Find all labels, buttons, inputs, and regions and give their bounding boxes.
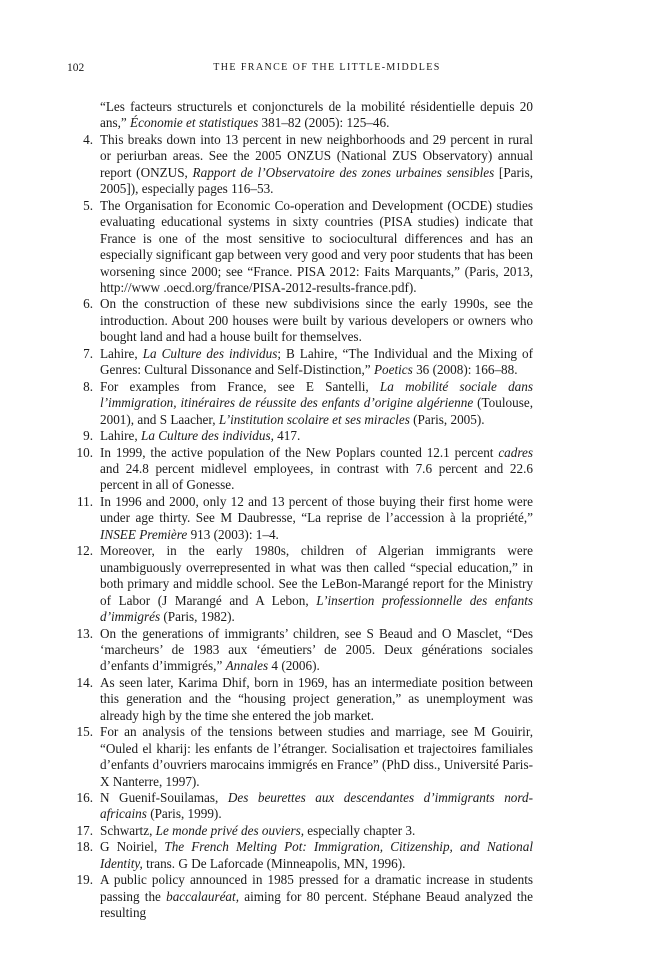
endnotes-list bbox=[67, 99, 533, 922]
endnote-number: 14. bbox=[76, 674, 93, 690]
endnote-number: 11. bbox=[77, 493, 93, 509]
endnote bbox=[67, 346, 533, 379]
endnote-number: 16. bbox=[76, 790, 93, 806]
endnote-number: 6. bbox=[83, 296, 93, 312]
endnote bbox=[67, 839, 533, 872]
endnote-number: 13. bbox=[76, 625, 93, 641]
endnote-text: Lahire, La Culture des individus; B Lahire, “The Individual and the Mixing of Genres: Cultural Dissonance and Self-Distinction,” Poetics 36 (2008): 166–88. bbox=[100, 345, 533, 378]
endnote-text: On the generations of immigrants’ children, see S Beaud and O Masclet, “Des ‘marcheurs’ de 1983 aux ‘émeutiers’ de 2005. Deux générations sociales d’enfants d’immigrés,” Annales 4 (2006). bbox=[100, 625, 533, 674]
endnote bbox=[67, 626, 533, 675]
endnote-number: 9. bbox=[83, 428, 93, 444]
endnote-number: 10. bbox=[76, 444, 93, 460]
endnote-number: 17. bbox=[76, 822, 93, 838]
running-title: THE FRANCE OF THE LITTLE-MIDDLES bbox=[213, 62, 441, 73]
endnote-number: 12. bbox=[76, 543, 93, 559]
endnote-number: 19. bbox=[76, 872, 93, 888]
endnote-number: 15. bbox=[76, 724, 93, 740]
endnote bbox=[67, 790, 533, 823]
endnote bbox=[67, 494, 533, 543]
endnote-text: Schwartz, Le monde privé des ouviers, especially chapter 3. bbox=[100, 822, 416, 838]
endnote bbox=[67, 296, 533, 345]
endnote-text: In 1996 and 2000, only 12 and 13 percent of those buying their first home were under age thirty. See M Daubresse, “La reprise de l’accession à la propriété,” INSEE Première 913 (2003): 1–4. bbox=[100, 493, 533, 542]
endnote bbox=[67, 823, 533, 839]
endnote-text: This breaks down into 13 percent in new neighborhoods and 29 percent in rural or periurban areas. See the 2005 ONZUS (National ZUS Observatory) annual report (ONZUS, Rapport de l’Observatoire des zones urbaines sensibles [Paris, 2005]), especially pages 116–53. bbox=[100, 131, 533, 197]
endnote-text: N Guenif-Souilamas, Des beurettes aux descendantes d’immigrants nord-africains (Paris, 1999). bbox=[100, 790, 534, 822]
endnote bbox=[67, 132, 533, 198]
endnote-text: Moreover, in the early 1980s, children of Algerian immigrants were unambiguously overrepresented in what was then called “special education,” in both primary and middle school. See the LeBon-Marangé report for the Ministry of Labor (J Marangé and A Lebon, L’insertion professionnelle des enfants d’immigrés (Paris, 1982). bbox=[100, 543, 533, 625]
endnote-text: G Noiriel, The French Melting Pot: Immigration, Citizenship, and National Identity, trans. G De Laforcade (Minneapolis, MN, 1996). bbox=[100, 839, 533, 871]
endnote bbox=[67, 428, 533, 444]
endnote-text: As seen later, Karima Dhif, born in 1969, has an intermediate position between this generation and the “housing project generation,” as unemployment was already high by the time she entered the job market. bbox=[100, 674, 533, 723]
endnote bbox=[67, 675, 533, 724]
endnote-number: 7. bbox=[83, 345, 93, 361]
endnote-number: 18. bbox=[76, 839, 93, 855]
endnote bbox=[67, 445, 533, 494]
endnote-text: On the construction of these new subdivisions since the early 1990s, see the introduction. About 200 houses were built by various developers or owners who bought land and had a house built for themselves. bbox=[100, 296, 533, 345]
endnote-number: 8. bbox=[83, 378, 93, 394]
endnote-number: 5. bbox=[83, 197, 93, 213]
page-number: 102 bbox=[67, 62, 85, 74]
endnote-text: In 1999, the active population of the New Poplars counted 12.1 percent cadres and 24.8 percent midlevel employees, in contrast with 7.6 percent and 22.6 percent in all of Gonesse. bbox=[100, 444, 533, 493]
note-continuation: “Les facteurs structurels et conjoncturels de la mobilité résidentielle depuis 20 ans,” Économie et statistiques 381–82 (2005): 125–46. bbox=[100, 99, 533, 131]
endnote bbox=[67, 724, 533, 790]
endnote-text: For examples from France, see E Santelli, La mobilité sociale dans l’immigration, itinéraires de réussite des enfants d’origine algérienne (Toulouse, 2001), and S Laacher, L’institution scolaire et ses miracles (Paris, 2005). bbox=[100, 378, 533, 427]
endnote-text: A public policy announced in 1985 pressed for a dramatic increase in students passing the baccalauréat, aiming for 80 percent. Stéphane Beaud analyzed the resulting bbox=[100, 872, 533, 921]
endnote bbox=[67, 543, 533, 625]
running-head bbox=[67, 62, 587, 78]
endnote bbox=[67, 872, 533, 921]
endnote bbox=[67, 379, 533, 428]
endnote-number: 4. bbox=[83, 131, 93, 147]
endnote-text: Lahire, La Culture des individus, 417. bbox=[100, 428, 301, 444]
endnote-text: The Organisation for Economic Co-operation and Development (OCDE) studies evaluating educational systems in sixty countries (PISA studies) indicate that France is one of the most sensitive to sociocultural differences and has an especially significant gap between very good and very poor students that has been worsening since 2000; see “France. PISA 2012: Faits Marquants,” (Paris, 2013, http://www .oecd.org/france/PISA-2012-results-france.pdf). bbox=[100, 197, 533, 295]
endnote-text: For an analysis of the tensions between studies and marriage, see M Gouirir, “Ouled el kharij: les enfants de l’étranger. Socialisation et trajectoires familiales d’enfants d’ouvriers marocains immigrés en France” (PhD diss., Université Paris-X Nanterre, 1997). bbox=[100, 724, 533, 789]
endnote bbox=[67, 198, 533, 297]
